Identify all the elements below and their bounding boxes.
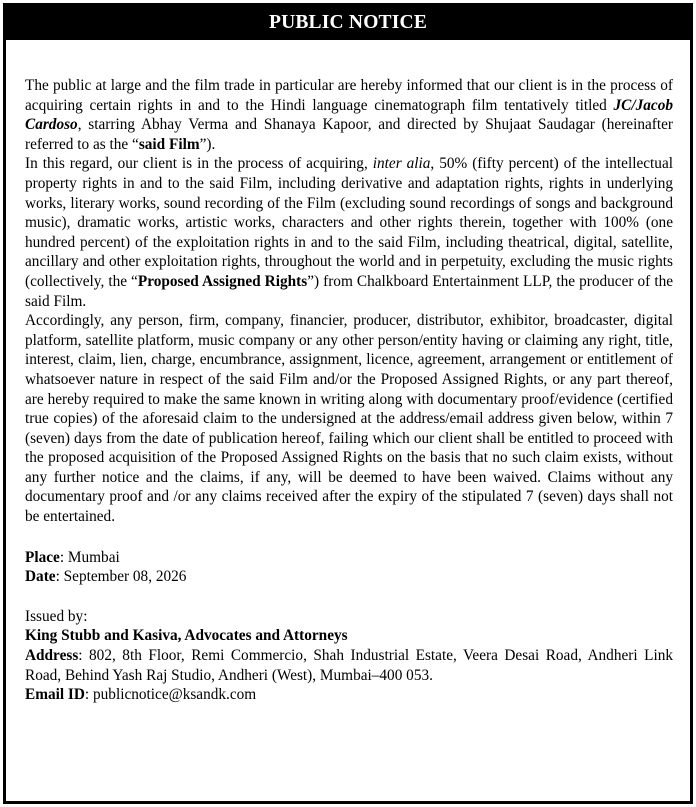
intro-text-2: , starring Abhay Verma and Shanaya Kapoor, and directed by Shujaat Saudagar (hereinafter referred to as the “ bbox=[25, 116, 673, 153]
intro-text-3: ”). bbox=[199, 135, 216, 153]
address-value: : 802, 8th Floor, Remi Commercio, Shah Industrial Estate, Veera Desai Road, Andheri Link Road, Behind Yash Raj Studio, Andheri (West), Mumbai–400 053. bbox=[25, 647, 673, 684]
address-label: Address bbox=[25, 647, 79, 665]
rights-text-2: , 50% (fifty percent) of the intellectual property rights in and to the said Film, including derivative and adaptation rights, rights in underlying works, literary works, sound recording of the Film (excluding sound recordings of songs and background music), dramatic works, artistic works, characters and other rights therein, together with 100% (one hundred percent) of the exploitation rights in and to the said Film, including theatrical, digital, satellite, ancillary and other exploitation rights, throughout the world and in perpetuity, excluding the music rights (collectively, the “ bbox=[25, 155, 673, 290]
firm-name bbox=[25, 626, 673, 646]
proposed-assigned-rights-term: Proposed Assigned Rights bbox=[137, 272, 308, 290]
email-line bbox=[25, 685, 673, 705]
intro-text-1: The public at large and the film trade in particular are hereby informed that our client is in the process of acquiring certain rights in and to the Hindi language cinematograph film tentatively titled bbox=[25, 77, 673, 114]
firm-name-text: King Stubb and Kasiva, Advocates and Attorneys bbox=[25, 627, 348, 645]
rights-text-1: In this regard, our client is in the process of acquiring, bbox=[25, 155, 373, 173]
paragraph-intro bbox=[25, 76, 673, 154]
email-value: : publicnotice@ksandk.com bbox=[84, 686, 257, 704]
notice-header bbox=[6, 6, 690, 40]
issued-by-label: Issued by: bbox=[25, 607, 88, 625]
notice-body bbox=[25, 76, 673, 705]
public-notice bbox=[3, 3, 693, 804]
inter-alia-term: inter alia bbox=[372, 155, 431, 173]
date-value: : September 08, 2026 bbox=[55, 568, 187, 586]
place-value: : Mumbai bbox=[59, 548, 120, 566]
notice-title: PUBLIC NOTICE bbox=[268, 12, 428, 33]
date-label: Date bbox=[25, 568, 56, 586]
place-label: Place bbox=[25, 548, 60, 566]
place-line bbox=[25, 548, 673, 568]
paragraph-claims: Accordingly, any person, firm, company, financier, producer, distributor, exhibitor, broadcaster, digital platform, satellite platform, music company or any other person/entity having or claiming any right, title, interest, claim, lien, charge, encumbrance, assignment, licence, agreement, arrangement or entitlement of whatsoever nature in respect of the said Film and/or the Proposed Assigned Rights, or any part thereof, are hereby required to make the same known in writing along with documentary proof/evidence (certified true copies) of the aforesaid claim to the undersigned at the address/email address given below, within 7 (seven) days from the date of publication hereof, failing which our client shall be entitled to proceed with the proposed acquisition of the Proposed Assigned Rights on the basis that no such claim exists, without any further notice and the claims, if any, will be deemed to have been waived. Claims without any documentary proof and /or any claims received after the expiry of the stipulated 7 (seven) days shall not be entertained. bbox=[25, 312, 673, 526]
date-line bbox=[25, 567, 673, 587]
said-film-term: said Film bbox=[138, 135, 200, 153]
rights-text-3: ”) from Chalkboard Entertainment LLP, the producer of the said Film. bbox=[25, 272, 674, 310]
email-label: Email ID bbox=[25, 686, 85, 704]
address-line bbox=[25, 646, 673, 685]
film-title: JC/Jacob Cardoso bbox=[25, 96, 673, 134]
paragraph-rights bbox=[25, 154, 673, 311]
